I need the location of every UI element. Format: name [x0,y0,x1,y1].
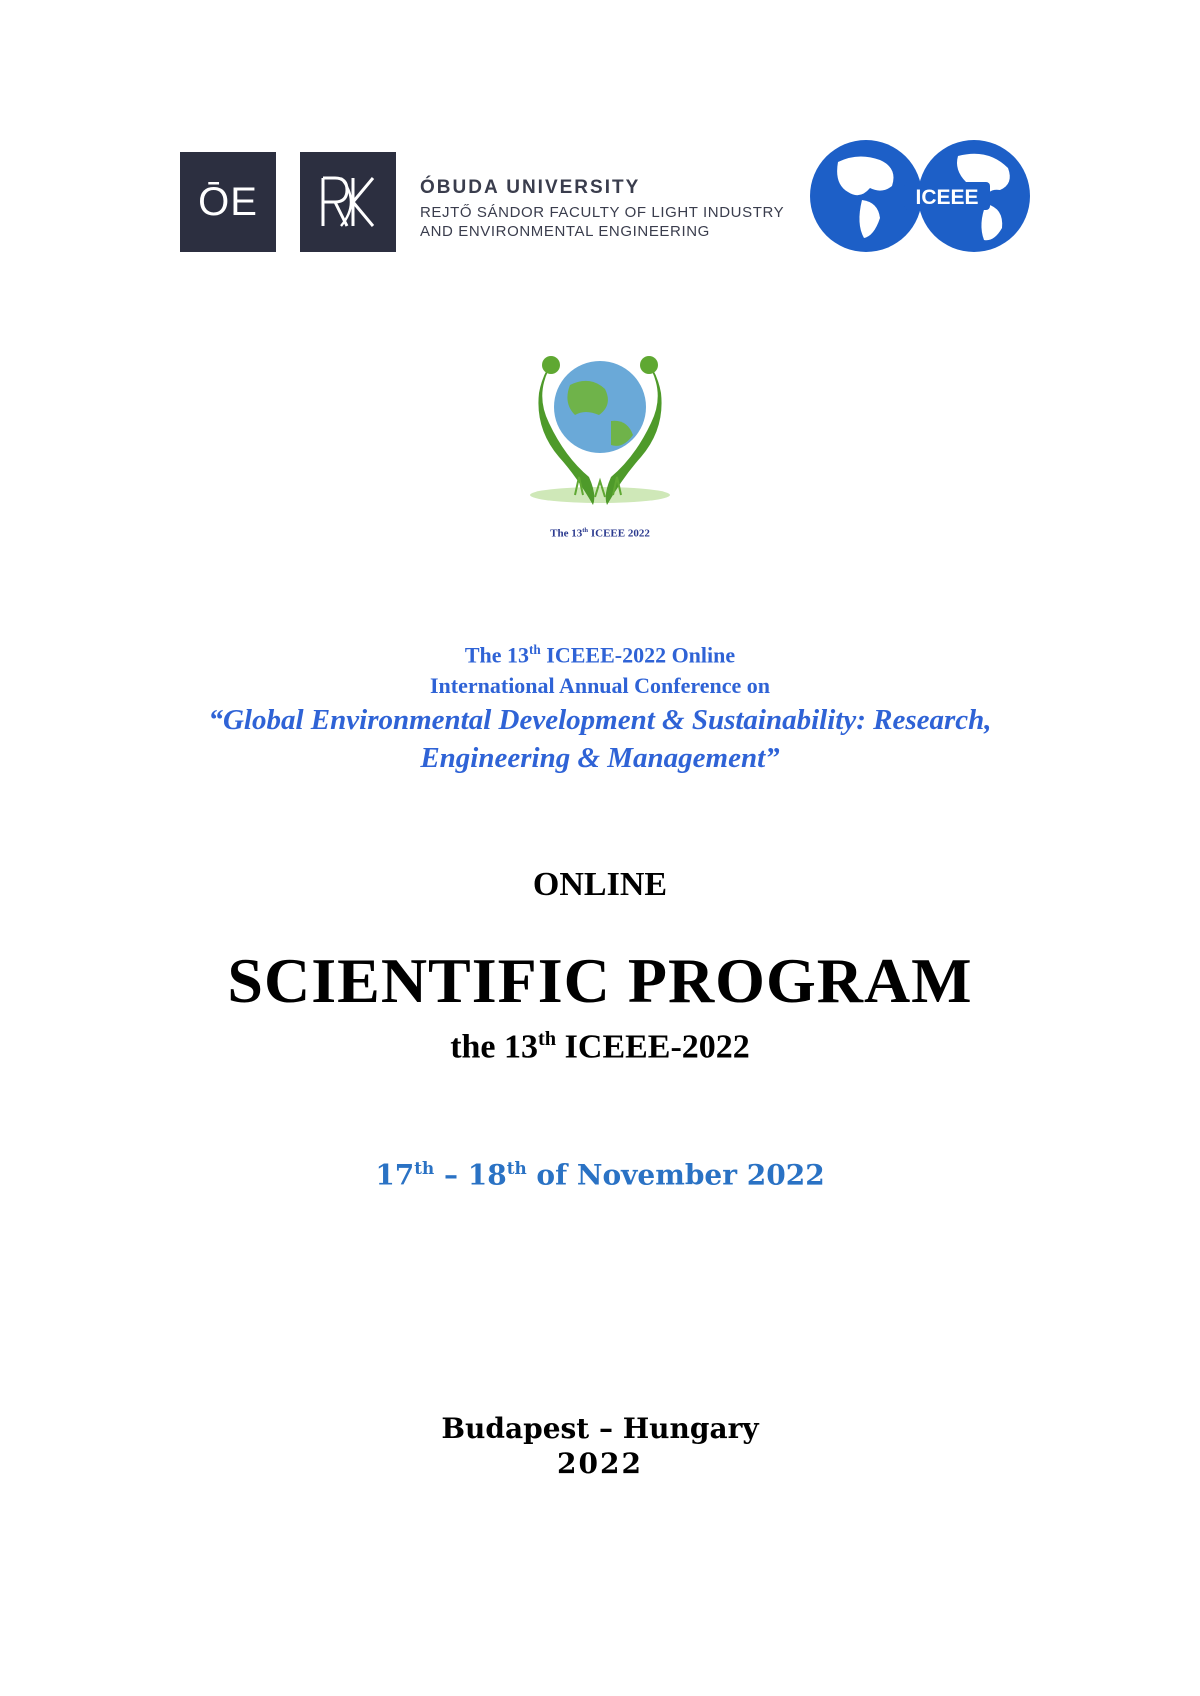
university-block [420,177,784,241]
emblem-caption [515,527,685,540]
emblem-caption-sup: th [582,527,589,534]
location: Budapest – Hungary [441,1412,759,1445]
conference-theme-line-2: Engineering & Management” [420,742,780,774]
conference-line-1-post: ICEEE-2022 Online [540,642,736,668]
iceee-globe-logo [808,138,1032,254]
edition-line [0,1028,1200,1066]
oe-logo [180,152,276,252]
date-start: 17 [375,1158,415,1192]
year: 2022 [557,1447,643,1480]
edition-pre: the 13 [450,1028,539,1066]
emblem-caption-pre: The 13 [550,527,583,540]
date-end-sup: th [506,1158,527,1178]
university-name: ÓBUDA UNIVERSITY [420,177,641,198]
conference-emblem [515,345,685,525]
conference-line-1 [0,642,1200,668]
date-month-year: of November 2022 [526,1158,825,1192]
faculty-line-2: AND ENVIRONMENTAL ENGINEERING [420,223,710,240]
conference-line-1-sup: th [529,642,541,657]
edition-sup: th [538,1028,557,1050]
conference-theme-line-1: “Global Environmental Development & Sustainability: Research, [208,704,992,736]
mode-label: ONLINE [532,866,668,903]
iceee-badge-text: ICEEE [915,186,979,209]
emblem-caption-post: ICEEE 2022 [588,527,650,540]
dates-line [0,1158,1200,1191]
date-start-sup: th [414,1158,435,1178]
rkk-logo [300,152,396,252]
faculty-line-1: REJTŐ SÁNDOR FACULTY OF LIGHT INDUSTRY [420,204,785,221]
conference-line-2: International Annual Conference on [429,673,770,698]
program-title: SCIENTIFIC PROGRAM [227,945,973,1016]
date-end: – 18 [434,1158,507,1192]
edition-post: ICEEE-2022 [556,1028,750,1066]
oe-logo-text: ŌE [198,179,258,224]
rkk-mark-icon [313,174,383,230]
conference-line-1-pre: The 13 [464,642,530,668]
